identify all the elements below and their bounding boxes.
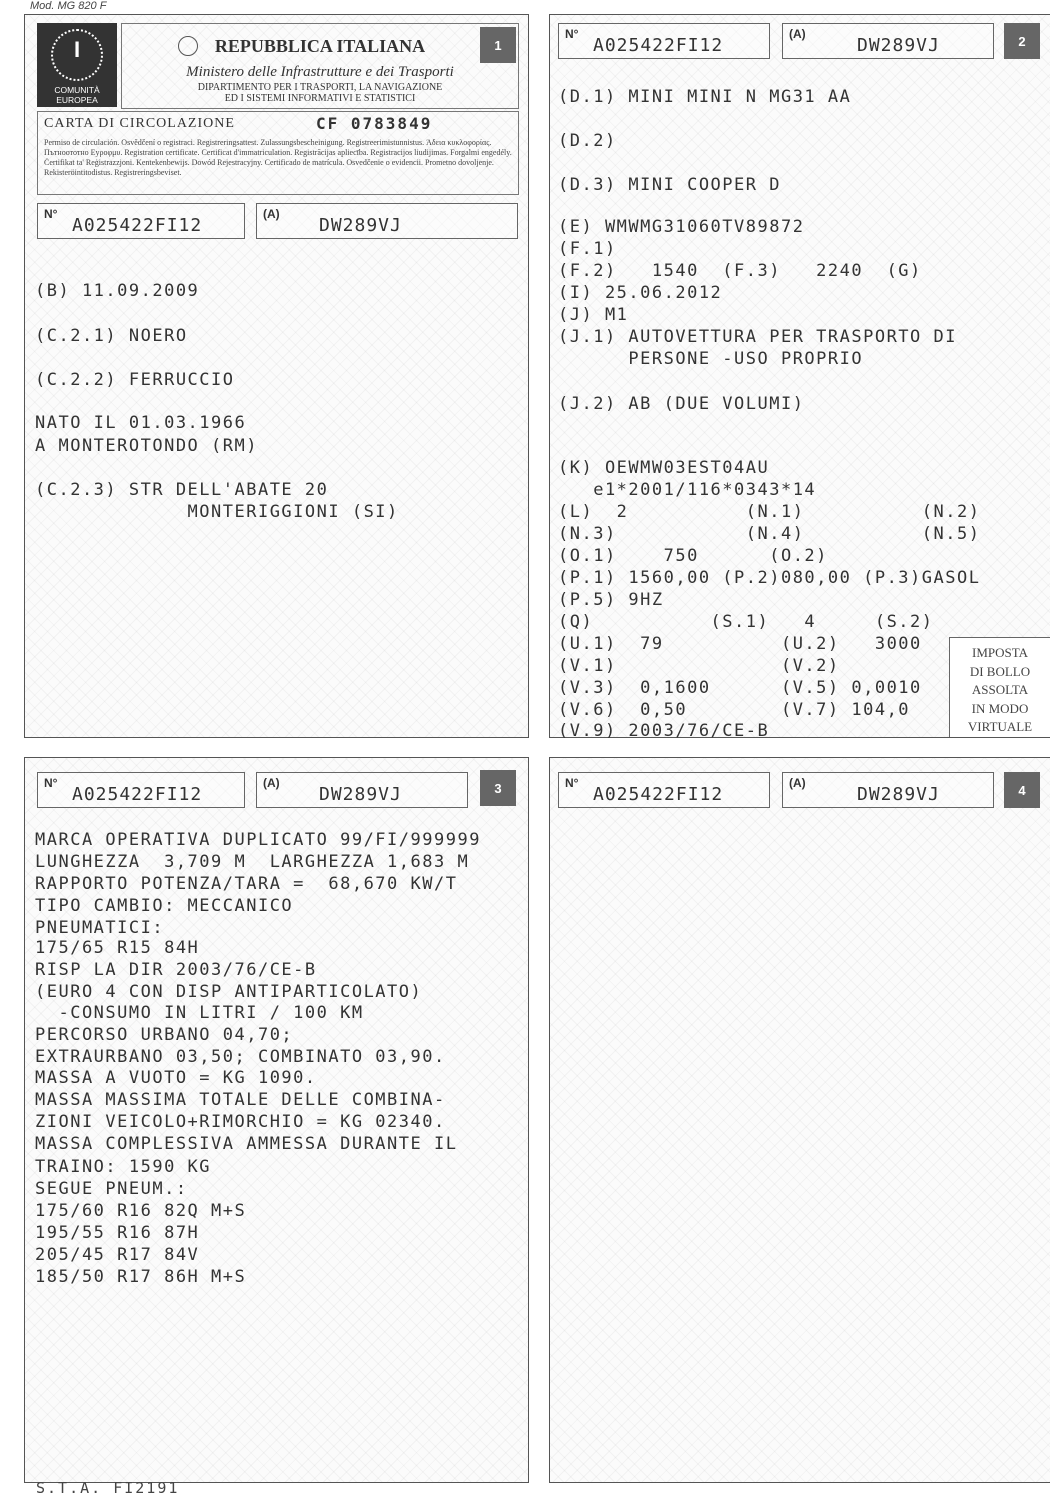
field-line: (C.2.3) STR DELL'ABATE 20 xyxy=(35,480,329,500)
a-label: (A) xyxy=(789,27,806,41)
plate-box xyxy=(256,772,468,808)
field-line: (C.2.1) NOERO xyxy=(35,326,188,346)
a-label: (A) xyxy=(789,776,806,790)
a-label: (A) xyxy=(263,776,280,790)
field-line: (Q) (S.1) 4 (S.2) xyxy=(558,612,934,632)
note-line: RISP LA DIR 2003/76/CE-B xyxy=(35,960,317,980)
field-line: (B) 11.09.2009 xyxy=(35,281,200,301)
note-line: MASSA MASSIMA TOTALE DELLE COMBINA- xyxy=(35,1090,446,1110)
stamp-duty-line: VIRTUALE xyxy=(967,719,1033,734)
a-label: (A) xyxy=(263,207,280,221)
page-4 xyxy=(549,757,1050,1483)
field-line: (K) OEWMW03EST04AU xyxy=(558,458,770,478)
n-label: N° xyxy=(44,776,58,790)
plate-box xyxy=(782,772,994,808)
ministry-title: Ministero delle Infrastrutture e dei Trasporti xyxy=(186,64,454,80)
n-label: N° xyxy=(44,207,58,221)
stamp-duty-box xyxy=(949,637,1050,737)
field-line: (O.1) 750 (O.2) xyxy=(558,546,828,566)
republic-title: REPUBBLICA ITALIANA xyxy=(214,36,426,56)
field-line: (P.1) 1560,00 (P.2)080,00 (P.3)GASOL xyxy=(558,568,981,588)
note-line: -CONSUMO IN LITRI / 100 KM xyxy=(35,1003,364,1023)
field-line: (N.3) (N.4) (N.5) xyxy=(558,524,981,544)
field-line: (V.1) (V.2) xyxy=(558,656,840,676)
department-line: DIPARTIMENTO PER I TRASPORTI, LA NAVIGAZIONE xyxy=(197,82,443,93)
page-number-badge: 4 xyxy=(1004,772,1040,808)
page-3 xyxy=(24,757,529,1483)
field-line: (V.3) 0,1600 (V.5) 0,0010 xyxy=(558,678,922,698)
eu-flag xyxy=(37,23,117,107)
note-line: LUNGHEZZA 3,709 M LARGHEZZA 1,683 M xyxy=(35,852,470,872)
department-line: ED I SISTEMI INFORMATIVI E STATISTICI xyxy=(224,93,416,104)
note-line: MASSA A VUOTO = KG 1090. xyxy=(35,1068,317,1088)
document-title: CARTA DI CIRCOLAZIONE xyxy=(44,116,235,131)
note-line: 205/45 R17 84V xyxy=(35,1245,200,1265)
stamp-duty-line: ASSOLTA xyxy=(971,682,1029,697)
note-line: TIPO CAMBIO: MECCANICO xyxy=(35,896,294,916)
field-line: (J) M1 xyxy=(558,305,629,325)
note-line: (EURO 4 CON DISP ANTIPARTICOLATO) xyxy=(35,982,423,1002)
field-line: (J.1) AUTOVETTURA PER TRASPORTO DI xyxy=(558,327,957,347)
note-line: RAPPORTO POTENZA/TARA = 68,670 KW/T xyxy=(35,874,458,894)
stamp-duty-line: IMPOSTA xyxy=(971,645,1029,660)
note-line: MASSA COMPLESSIVA AMMESSA DURANTE IL xyxy=(35,1134,458,1154)
plate-number: DW289VJ xyxy=(857,784,940,805)
registration-number-box xyxy=(558,772,770,808)
note-line: 195/55 R16 87H xyxy=(35,1223,200,1243)
page-1 xyxy=(24,14,529,738)
note-line: PERCORSO URBANO 04,70; xyxy=(35,1025,294,1045)
field-line: (J.2) AB (DUE VOLUMI) xyxy=(558,394,805,414)
form-model-label: Mod. MG 820 F xyxy=(30,0,107,12)
field-line: (V.9) 2003/76/CE-B xyxy=(558,721,770,741)
n-label: N° xyxy=(565,27,579,41)
registration-number: A025422FI12 xyxy=(72,784,203,805)
registration-number: A025422FI12 xyxy=(593,35,724,56)
page-number-badge: 2 xyxy=(1004,23,1040,59)
cf-number: CF 0783849 xyxy=(316,114,433,133)
note-line: 175/65 R15 84H xyxy=(35,938,200,958)
registration-number: A025422FI12 xyxy=(593,784,724,805)
field-line: (F.2) 1540 (F.3) 2240 (G) xyxy=(558,261,922,281)
eu-label-line: COMUNITÀ xyxy=(54,85,100,95)
note-line: MARCA OPERATIVA DUPLICATO 99/FI/999999 xyxy=(35,830,481,850)
plate-box xyxy=(256,203,518,239)
registration-number-box xyxy=(558,23,770,59)
page-2 xyxy=(549,14,1050,741)
field-line: NATO IL 01.03.1966 xyxy=(35,413,247,433)
note-line: PNEUMATICI: xyxy=(35,918,165,938)
field-line: A MONTEROTONDO (RM) xyxy=(35,436,258,456)
note-line: EXTRAURBANO 03,50; COMBINATO 03,90. xyxy=(35,1047,446,1067)
plate-number: DW289VJ xyxy=(857,35,940,56)
note-line: 185/50 R17 86H M+S xyxy=(35,1267,247,1287)
field-line: (D.2) xyxy=(558,131,617,151)
note-line: TRAINO: 1590 KG xyxy=(35,1157,212,1177)
field-line: (E) WMWMG31060TV89872 xyxy=(558,217,805,237)
field-line: (L) 2 (N.1) (N.2) xyxy=(558,502,981,522)
field-line: (V.6) 0,50 (V.7) 104,0 xyxy=(558,700,911,720)
eu-label-line: EUROPEA xyxy=(56,95,98,105)
field-line: e1*2001/116*0343*14 xyxy=(558,480,817,500)
translations-text: Permiso de circulación. Osvědčení o registraci. Registreringsattest. Zulassungsbescheinigung. Registreerimistunnistus. Άδεια κυκλοφορίας. Пътноототно Еуροφμυ. Registration certificate. Certificat d'immatriculation. Registrācijas apliecība. Registracijos liudijimas. Forgalmi engedély. Ċertifikat ta' Reġistrazzjoni. Kentekenbewijs. Dowód Rejestracyjny. Certificado de matrícula. Osvedčenie o evidencii. Prometno dovoljenje. Rekisteröintitodistus. Registreringsbeviset. xyxy=(44,138,512,177)
department-title xyxy=(122,82,518,104)
stamp-duty-line: DI BOLLO xyxy=(969,663,1031,679)
office-code: S.T.A. FI2191 xyxy=(36,1479,180,1497)
page-number-badge: 3 xyxy=(480,770,516,806)
registration-number: A025422FI12 xyxy=(72,215,203,236)
note-line: ZIONI VEICOLO+RIMORCHIO = KG 02340. xyxy=(35,1112,446,1132)
issuer-header xyxy=(121,23,519,109)
document-title-box xyxy=(37,111,519,195)
field-line: (F.1) xyxy=(558,239,617,259)
plate-number: DW289VJ xyxy=(319,784,402,805)
n-label: N° xyxy=(565,776,579,790)
plate-number: DW289VJ xyxy=(319,215,402,236)
field-line: (I) 25.06.2012 xyxy=(558,283,723,303)
field-line: (P.5) 9HZ xyxy=(558,590,664,610)
eu-label xyxy=(37,85,117,105)
country-code: I xyxy=(73,37,81,62)
stamp-duty-line: IN MODO xyxy=(971,700,1029,716)
registration-number-box xyxy=(37,772,245,808)
field-line: (U.1) 79 (U.2) 3000 xyxy=(558,634,922,654)
field-line: MONTERIGGIONI (SI) xyxy=(35,502,399,522)
plate-box xyxy=(782,23,994,59)
field-line: (D.1) MINI MINI N MG31 AA xyxy=(558,87,852,107)
field-line: (D.3) MINI COOPER D xyxy=(558,175,781,195)
field-line: PERSONE -USO PROPRIO xyxy=(558,349,864,369)
note-line: SEGUE PNEUM.: xyxy=(35,1179,188,1199)
page-number-badge: 1 xyxy=(480,27,516,63)
registration-number-box xyxy=(37,203,245,239)
field-line: (C.2.2) FERRUCCIO xyxy=(35,370,235,390)
note-line: 175/60 R16 82Q M+S xyxy=(35,1201,247,1221)
